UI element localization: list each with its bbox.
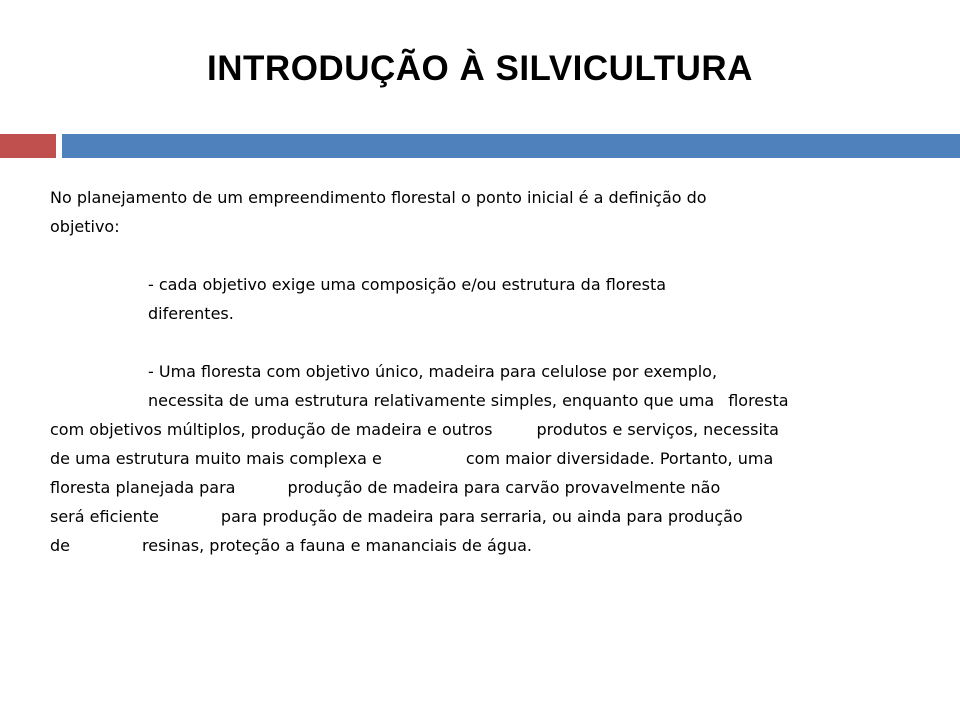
paragraph-gap <box>50 241 918 270</box>
body-fragment: com maior diversidade. Portanto, uma <box>465 449 774 468</box>
body-fragment: com objetivos múltiplos, produção de madeira e outros <box>50 420 493 439</box>
body-fragment: necessita de uma estrutura relativamente simples, enquanto que uma <box>148 391 715 410</box>
body-fragment: resinas, proteção a fauna e mananciais de água. <box>142 536 532 555</box>
body-fragment: floresta planejada para <box>50 478 236 497</box>
divider-accent-blue <box>62 134 960 158</box>
body-fragment: produtos e serviços, necessita <box>536 420 779 439</box>
body-line: No planejamento de um empreendimento florestal o ponto inicial é a definição do <box>50 188 707 207</box>
body-fragment: de <box>50 536 70 555</box>
body-line <box>50 473 918 502</box>
body-fragment: será eficiente <box>50 507 159 526</box>
body-line <box>50 444 918 473</box>
body-fragment: produção de madeira para carvão provavelmente não <box>287 478 721 497</box>
body-fragment: para produção de madeira para serraria, ou ainda para produção <box>220 507 743 526</box>
bullet-line: - Uma floresta com objetivo único, madeira para celulose por exemplo, <box>148 362 718 381</box>
paragraph-gap <box>50 328 918 357</box>
body-line <box>50 531 918 560</box>
body-line <box>50 415 918 444</box>
body-fragment: floresta <box>728 391 789 410</box>
body-line: objetivo: <box>50 217 120 236</box>
bullet-line <box>50 386 918 415</box>
slide-body <box>50 183 918 560</box>
bullet-line: diferentes. <box>148 304 234 323</box>
body-fragment: de uma estrutura muito mais complexa e <box>50 449 382 468</box>
slide-title: INTRODUÇÃO À SILVICULTURA <box>207 49 753 88</box>
body-line <box>50 502 918 531</box>
bullet-line: - cada objetivo exige uma composição e/ou estrutura da floresta <box>148 275 667 294</box>
divider-accent-red <box>0 134 56 158</box>
